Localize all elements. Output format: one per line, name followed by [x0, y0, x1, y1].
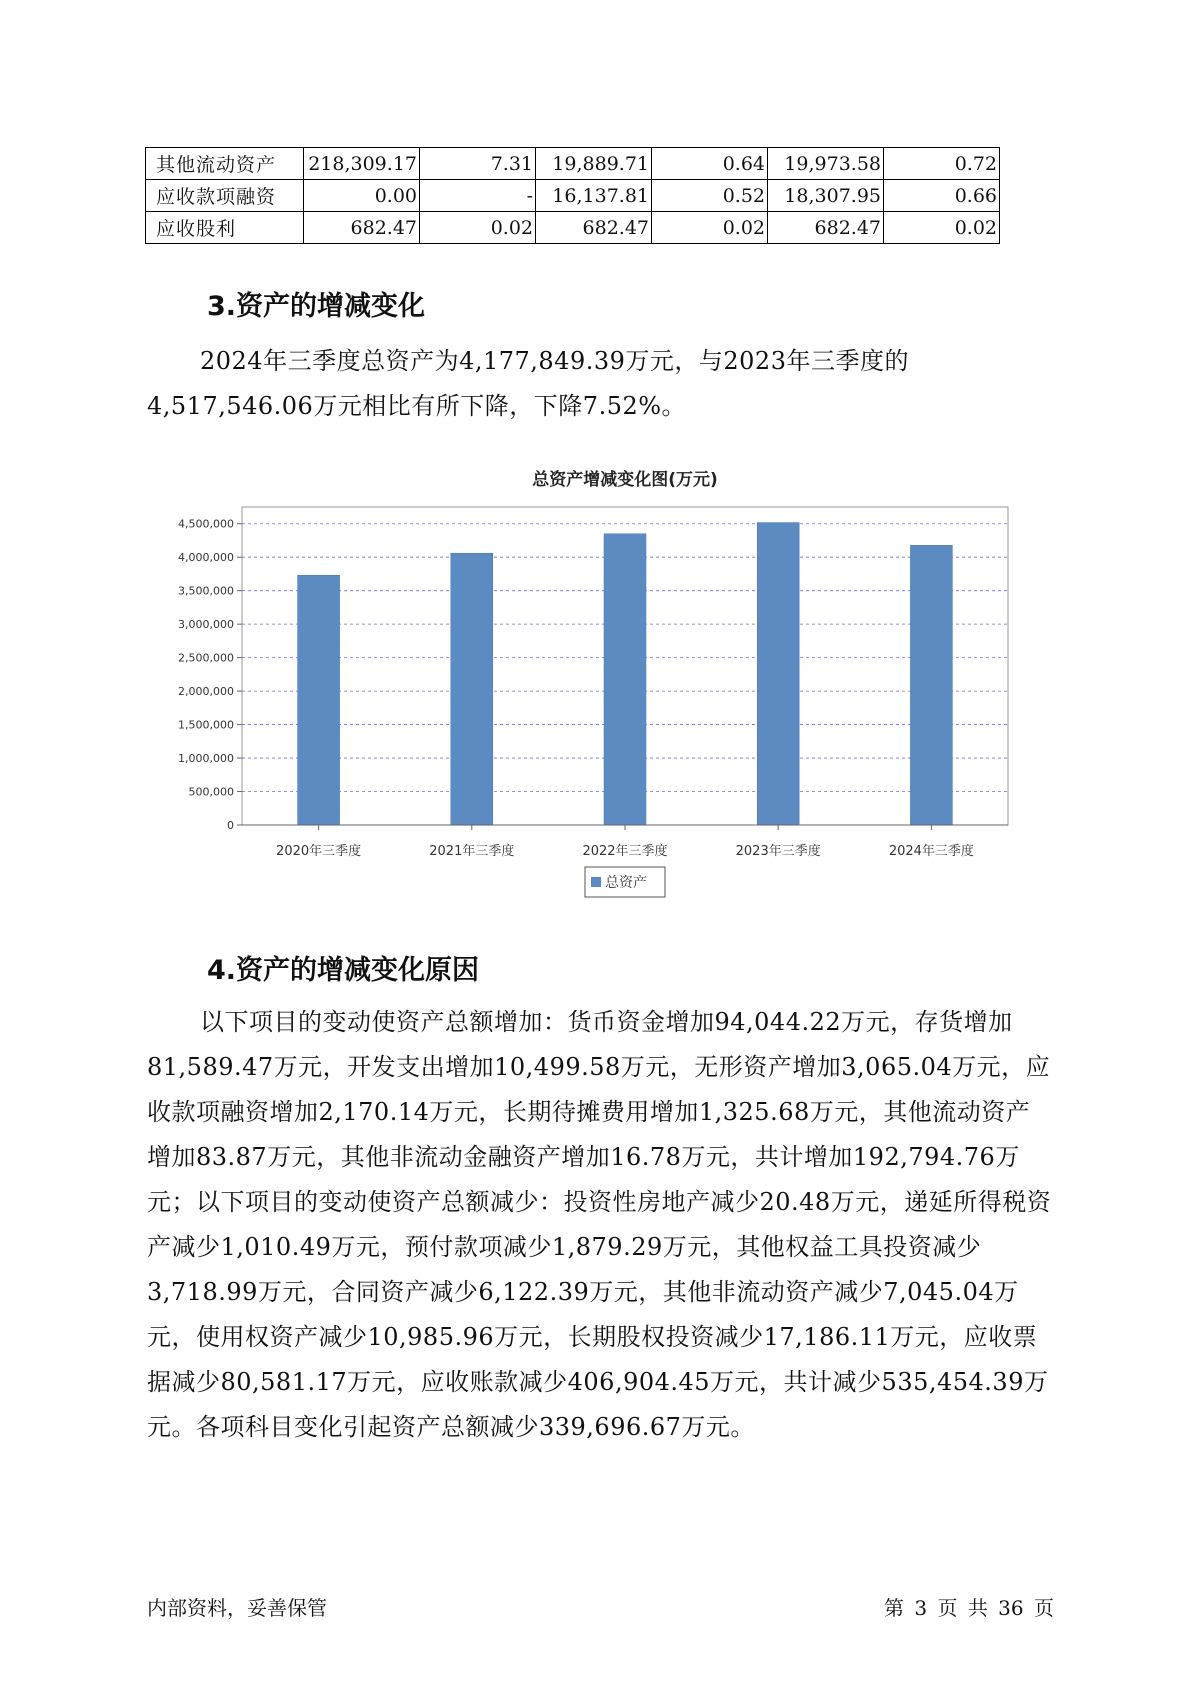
x-tick-label: 2024年三季度: [888, 844, 974, 859]
y-tick-label: 4,000,000: [178, 551, 234, 565]
table-cell: 19,889.71: [536, 148, 652, 180]
footer-confidential-note: 内部资料，妥善保管: [147, 1596, 327, 1620]
table-cell: 682.47: [304, 212, 420, 244]
bar: [451, 553, 493, 825]
y-tick-label: 3,500,000: [178, 584, 234, 598]
table-cell: 其他流动资产: [146, 148, 304, 180]
table-cell: 18,307.95: [768, 180, 884, 212]
y-tick-label: 0: [227, 819, 234, 832]
chart-svg: [150, 455, 1040, 915]
asset-table: [145, 147, 1000, 244]
table-cell: 0.64: [652, 148, 768, 180]
bar: [298, 575, 340, 825]
y-tick-label: 2,000,000: [178, 685, 234, 699]
table-cell: 应收股利: [146, 212, 304, 244]
legend-label: 总资产: [605, 875, 647, 891]
table-cell: 0.52: [652, 180, 768, 212]
bar: [910, 545, 952, 825]
section-heading-4: 4.资产的增减变化原因: [207, 955, 480, 986]
total-assets-chart: [150, 455, 1040, 915]
table-cell: 0.66: [884, 180, 1000, 212]
section-3-paragraph: 2024年三季度总资产为4,177,849.39万元，与2023年三季度的4,517,546.06万元相比有所下降，下降7.52%。: [147, 347, 909, 420]
chart-title: 总资产增减变化图(万元): [532, 470, 718, 490]
y-tick-label: 2,500,000: [178, 651, 234, 665]
x-tick-label: 2021年三季度: [429, 844, 515, 859]
table-cell: 682.47: [536, 212, 652, 244]
table-row: [146, 180, 1000, 212]
bar: [604, 534, 646, 825]
legend-swatch: [591, 877, 601, 887]
table-cell: 218,309.17: [304, 148, 420, 180]
table-cell: 19,973.58: [768, 148, 884, 180]
y-tick-label: 500,000: [188, 785, 234, 799]
table-cell: 0.02: [420, 212, 536, 244]
table-cell: 应收款项融资: [146, 180, 304, 212]
y-tick-label: 1,500,000: [178, 718, 234, 732]
section-4-paragraph: 以下项目的变动使资产总额增加：货币资金增加94,044.22万元，存货增加81,589.47万元，开发支出增加10,499.58万元，无形资产增加3,065.04万元，应收款项融资增加2,170.14万元，长期待摊费用增加1,325.68万元，其他流动资产增加83.87万元，其他非流动金融资产增加16.78万元，共计增加192,794.76万元；以下项目的变动使资产总额减少：投资性房地产减少20.48万元，递延所得税资产减少1,010.49万元，预付款项减少1,879.29万元，其他权益工具投资减少3,718.99万元，合同资产减少6,122.39万元，其他非流动资产减少7,045.04万元，使用权资产减少10,985.96万元，长期股权投资减少17,186.11万元，应收票据减少80,581.17万元，应收账款减少406,904.45万元，共计减少535,454.39万元。各项科目变化引起资产总额减少339,696.67万元。: [147, 1008, 1052, 1441]
table-cell: -: [420, 180, 536, 212]
table-cell: 7.31: [420, 148, 536, 180]
table-cell: 0.02: [652, 212, 768, 244]
bar: [757, 523, 799, 825]
table-row: [146, 148, 1000, 180]
table-cell: 682.47: [768, 212, 884, 244]
y-tick-label: 1,000,000: [178, 752, 234, 766]
page-number: 第 3 页 共 36 页: [884, 1596, 1054, 1620]
table-cell: 0.72: [884, 148, 1000, 180]
table-cell: 16,137.81: [536, 180, 652, 212]
section-heading-3: 3.资产的增减变化: [207, 291, 426, 322]
y-tick-label: 3,000,000: [178, 618, 234, 632]
table-cell: 0.02: [884, 212, 1000, 244]
table-cell: 0.00: [304, 180, 420, 212]
x-tick-label: 2022年三季度: [582, 844, 668, 859]
x-tick-label: 2023年三季度: [735, 844, 821, 859]
y-tick-label: 4,500,000: [178, 517, 234, 531]
table-row: [146, 212, 1000, 244]
x-tick-label: 2020年三季度: [276, 844, 362, 859]
